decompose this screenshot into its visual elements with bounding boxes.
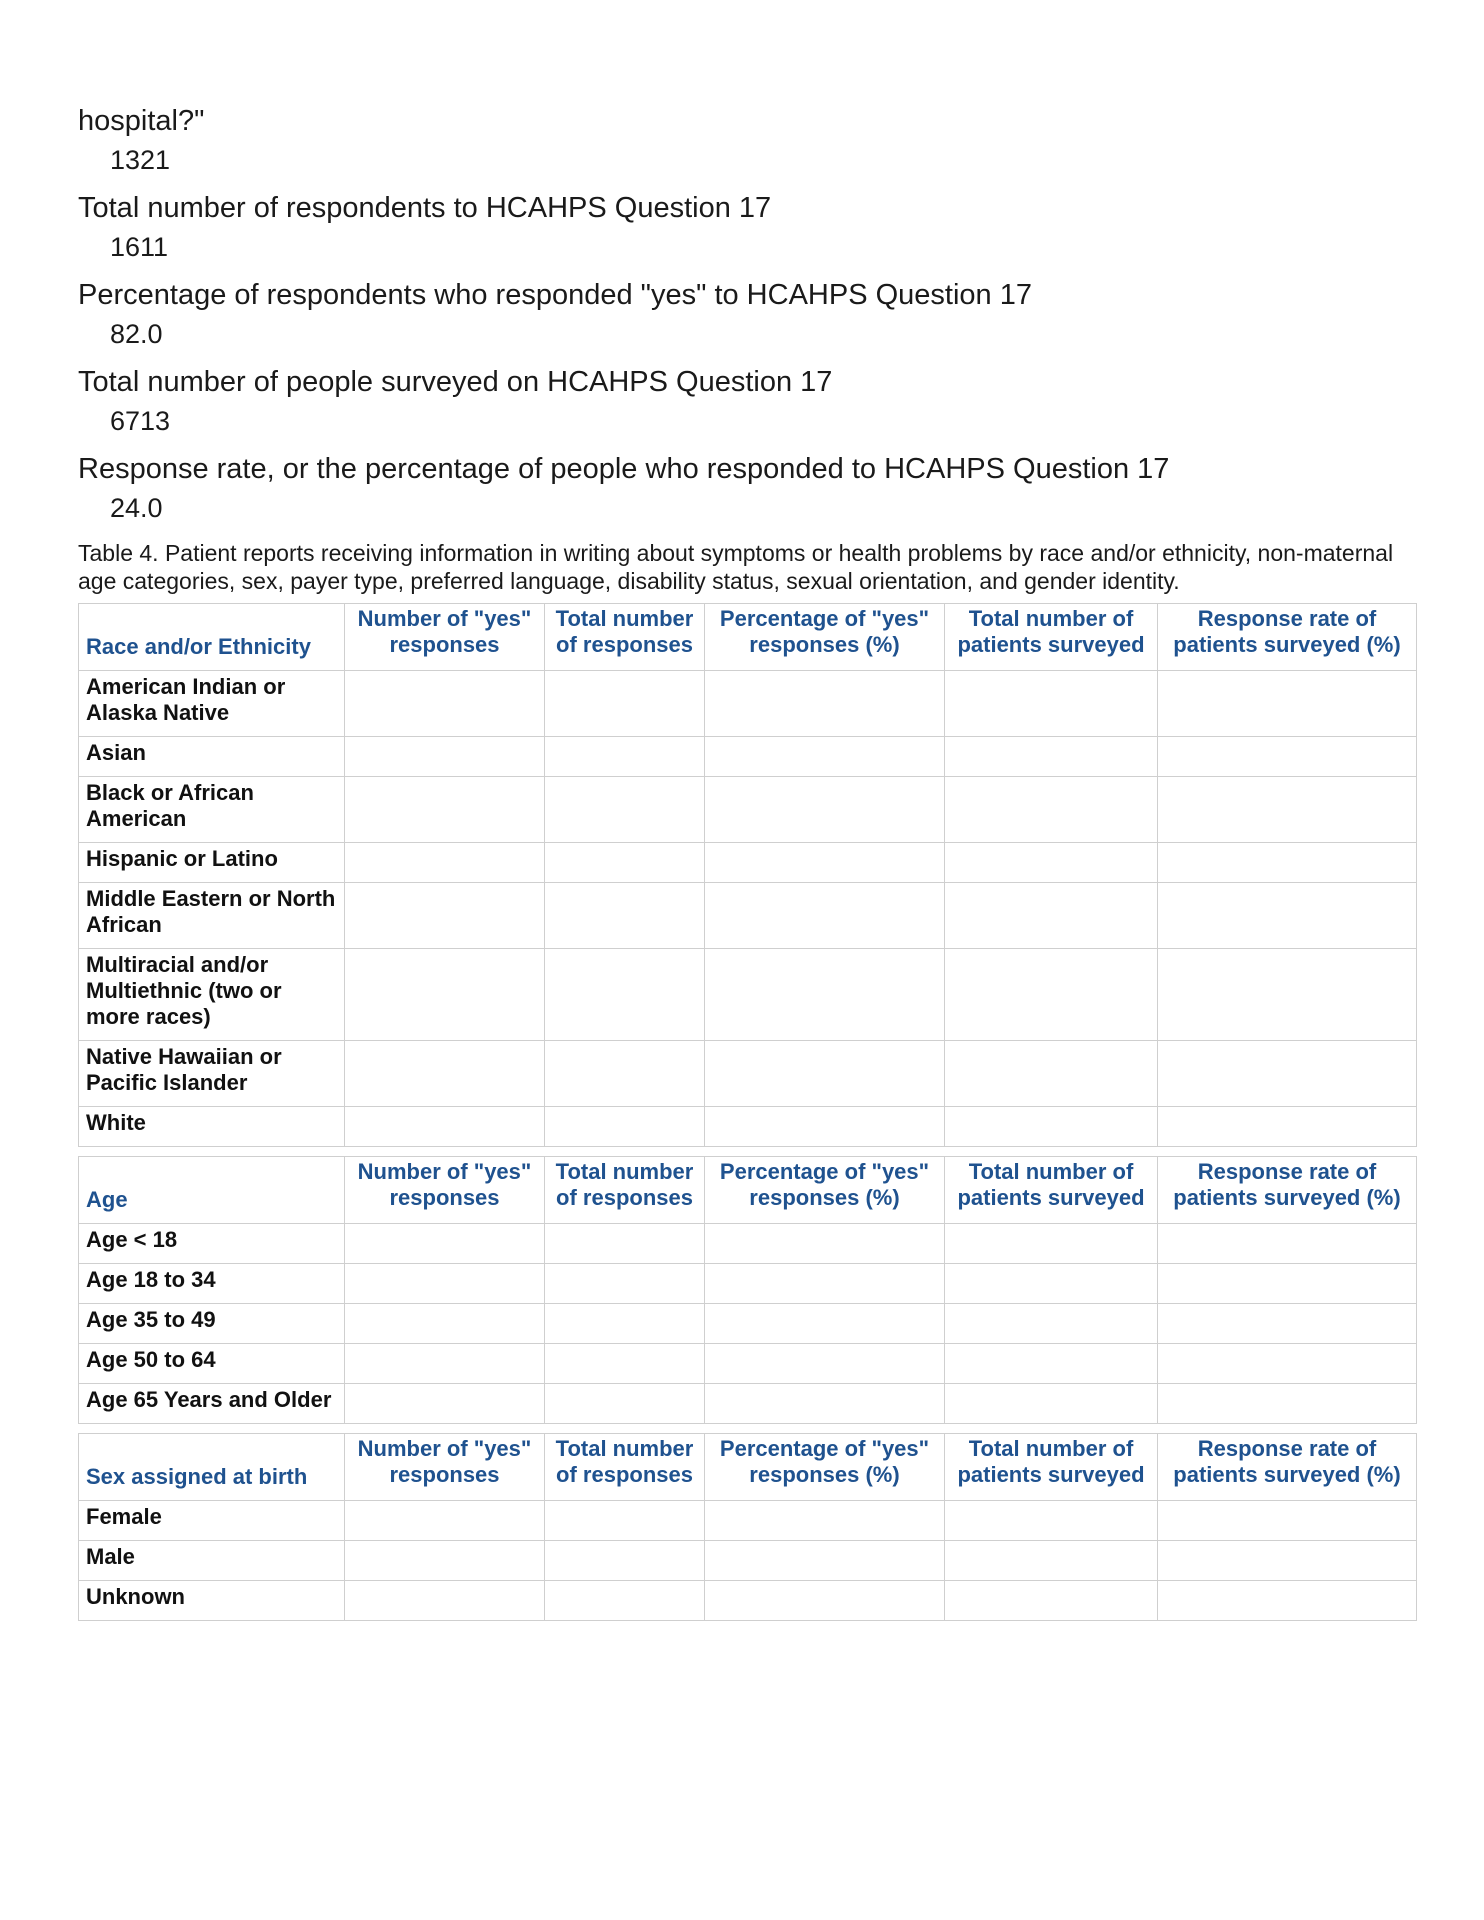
row-label: Unknown [79,1581,345,1621]
empty-cell [545,1304,705,1344]
group-title: Sex assigned at birth [79,1434,345,1501]
row-label: Middle Eastern or North African [79,883,345,949]
empty-cell [1158,1384,1417,1424]
empty-cell [945,1501,1158,1541]
group-title: Age [79,1157,345,1224]
row-label: Asian [79,737,345,777]
column-header: Response rate of patients surveyed (%) [1158,1434,1417,1501]
empty-cell [345,1224,545,1264]
stat-value: 1321 [110,145,171,175]
empty-cell [1158,1541,1417,1581]
empty-cell [1158,777,1417,843]
table-row [79,1304,1417,1344]
row-label: Multiracial and/or Multiethnic (two or more races) [79,949,345,1041]
empty-cell [545,777,705,843]
column-header: Number of "yes" responses [345,1157,545,1224]
empty-cell [1158,843,1417,883]
empty-cell [705,777,945,843]
empty-cell [705,1344,945,1384]
table-row [79,671,1417,737]
table-group-1 [78,1156,1417,1424]
empty-cell [545,883,705,949]
empty-cell [945,1264,1158,1304]
empty-cell [1158,883,1417,949]
empty-cell [345,949,545,1041]
column-header: Total number of patients surveyed [945,1157,1158,1224]
empty-cell [345,777,545,843]
table-row [79,1224,1417,1264]
empty-cell [1158,1224,1417,1264]
empty-cell [945,1344,1158,1384]
empty-cell [345,843,545,883]
empty-cell [705,1541,945,1581]
document-page [78,104,1416,1630]
empty-cell [945,883,1158,949]
stat-value: 24.0 [110,493,163,523]
row-label: Age 35 to 49 [79,1304,345,1344]
column-header: Percentage of "yes" responses (%) [705,1434,945,1501]
empty-cell [345,1384,545,1424]
stat-label: hospital?" [78,105,205,137]
row-label: Age 65 Years and Older [79,1384,345,1424]
empty-cell [545,737,705,777]
row-label: Native Hawaiian or Pacific Islander [79,1041,345,1107]
empty-cell [1158,1501,1417,1541]
empty-cell [705,1224,945,1264]
empty-cell [1158,1107,1417,1147]
empty-cell [1158,737,1417,777]
empty-cell [705,671,945,737]
empty-cell [545,1384,705,1424]
empty-cell [705,1384,945,1424]
stat-block-0 [78,104,1416,176]
stat-label: Total number of people surveyed on HCAHPS Question 17 [78,366,833,398]
row-label: Black or African American [79,777,345,843]
column-header: Percentage of "yes" responses (%) [705,1157,945,1224]
column-header: Total number of responses [545,1434,705,1501]
empty-cell [545,949,705,1041]
stat-label: Total number of respondents to HCAHPS Question 17 [78,192,772,224]
column-header: Total number of responses [545,1157,705,1224]
table-row [79,1384,1417,1424]
stat-block-4 [78,452,1416,524]
empty-cell [705,1264,945,1304]
column-header: Number of "yes" responses [345,1434,545,1501]
table-header-row [79,1157,1417,1224]
empty-cell [345,737,545,777]
empty-cell [705,1501,945,1541]
stat-block-1 [78,191,1416,263]
empty-cell [545,1107,705,1147]
row-label: White [79,1107,345,1147]
empty-cell [705,1304,945,1344]
row-label: Male [79,1541,345,1581]
stat-value: 82.0 [110,319,163,349]
empty-cell [345,1041,545,1107]
empty-cell [1158,1041,1417,1107]
empty-cell [945,671,1158,737]
table-row [79,1107,1417,1147]
empty-cell [945,1384,1158,1424]
table-row [79,883,1417,949]
column-header: Percentage of "yes" responses (%) [705,604,945,671]
column-header: Response rate of patients surveyed (%) [1158,1157,1417,1224]
empty-cell [945,1581,1158,1621]
empty-cell [705,1041,945,1107]
table-header-row [79,1434,1417,1501]
stat-block-2 [78,278,1416,350]
empty-cell [945,1304,1158,1344]
column-header: Total number of patients surveyed [945,1434,1158,1501]
empty-cell [705,949,945,1041]
empty-cell [1158,671,1417,737]
column-header: Total number of responses [545,604,705,671]
empty-cell [345,1304,545,1344]
empty-cell [545,1344,705,1384]
table-row [79,737,1417,777]
empty-cell [945,1041,1158,1107]
empty-cell [1158,1304,1417,1344]
empty-cell [545,1264,705,1304]
table-row [79,1344,1417,1384]
empty-cell [1158,949,1417,1041]
table-group-0 [78,603,1417,1147]
empty-cell [345,1107,545,1147]
row-label: American Indian or Alaska Native [79,671,345,737]
empty-cell [705,883,945,949]
empty-cell [1158,1264,1417,1304]
row-label: Female [79,1501,345,1541]
table-row [79,1041,1417,1107]
empty-cell [705,737,945,777]
empty-cell [705,1107,945,1147]
empty-cell [945,777,1158,843]
empty-cell [345,1264,545,1304]
table-row [79,1501,1417,1541]
row-label: Age 18 to 34 [79,1264,345,1304]
empty-cell [545,843,705,883]
empty-cell [945,1541,1158,1581]
table-row [79,949,1417,1041]
row-label: Age 50 to 64 [79,1344,345,1384]
stat-value: 6713 [110,406,171,436]
table-row [79,1541,1417,1581]
empty-cell [545,1501,705,1541]
empty-cell [345,1581,545,1621]
group-title: Race and/or Ethnicity [79,604,345,671]
empty-cell [545,1224,705,1264]
table-row [79,1264,1417,1304]
empty-cell [945,1107,1158,1147]
table-row [79,1581,1417,1621]
empty-cell [345,1344,545,1384]
empty-cell [945,737,1158,777]
table-group-2 [78,1433,1417,1621]
empty-cell [545,1041,705,1107]
empty-cell [1158,1344,1417,1384]
table-row [79,843,1417,883]
empty-cell [345,1501,545,1541]
column-header: Number of "yes" responses [345,604,545,671]
empty-cell [545,671,705,737]
empty-cell [1158,1581,1417,1621]
row-label: Hispanic or Latino [79,843,345,883]
empty-cell [705,843,945,883]
stat-value: 1611 [110,232,169,262]
stat-label: Percentage of respondents who responded "yes" to HCAHPS Question 17 [78,279,1032,311]
table-header-row [79,604,1417,671]
table-caption: Table 4. Patient reports receiving information in writing about symptoms or health problems by race and/or ethnicity, non-maternal age categories, sex, payer type, preferred language, disability status, sexual orientation, and gender identity. [78,540,1394,594]
empty-cell [945,1224,1158,1264]
empty-cell [345,671,545,737]
empty-cell [545,1541,705,1581]
table-4 [78,603,1416,1621]
column-header: Response rate of patients surveyed (%) [1158,604,1417,671]
empty-cell [545,1581,705,1621]
empty-cell [345,883,545,949]
table-row [79,777,1417,843]
stat-block-3 [78,365,1416,437]
empty-cell [945,949,1158,1041]
column-header: Total number of patients surveyed [945,604,1158,671]
empty-cell [945,843,1158,883]
empty-cell [345,1541,545,1581]
empty-cell [705,1581,945,1621]
stat-label: Response rate, or the percentage of people who responded to HCAHPS Question 17 [78,453,1170,485]
row-label: Age < 18 [79,1224,345,1264]
